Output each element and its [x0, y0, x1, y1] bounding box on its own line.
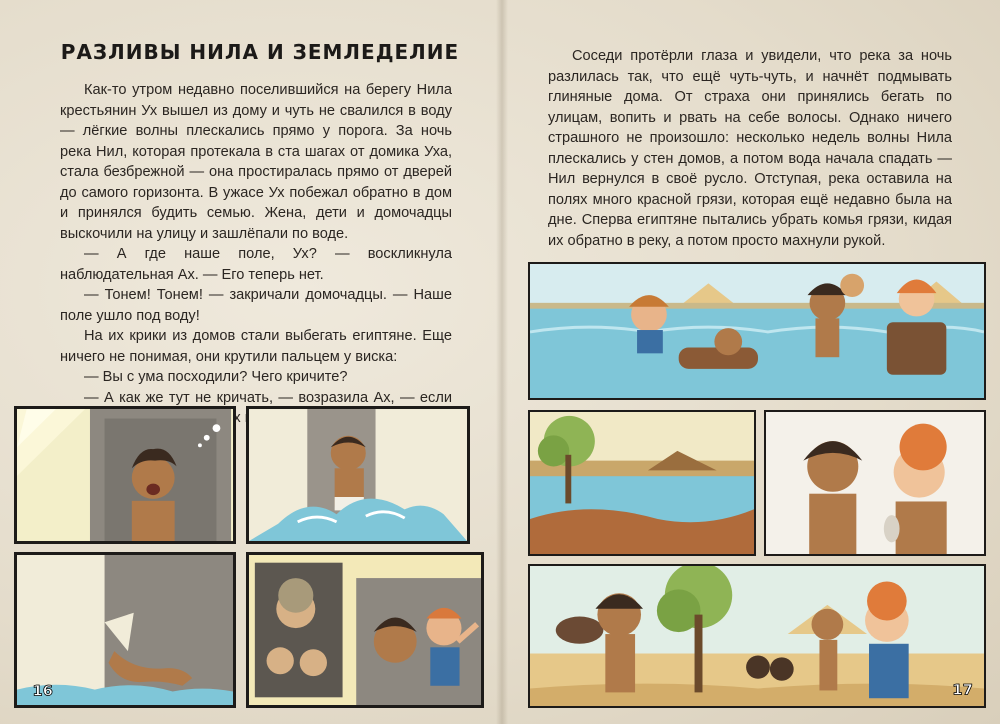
paragraph: — Тонем! Тонем! — закричали домочадцы. — Наше поле ушло под воду!	[60, 287, 452, 324]
paragraph: — А как же тут не кричать, — возразила Ах, — если	[84, 389, 452, 406]
illustration-flood	[530, 264, 984, 398]
comic-panel-leg	[14, 552, 236, 708]
page-number-right: 17	[952, 681, 973, 699]
illustration-family	[249, 555, 481, 705]
paragraph: На их крики из домов стали выбегать египтяне. Еще ничего не понимая, они крутили пальцем у виска:	[60, 328, 452, 365]
illustration-leg	[17, 555, 233, 705]
comic-panel-waking	[14, 406, 236, 544]
comic-panel-landscape	[528, 410, 756, 556]
illustration-conversation	[766, 412, 984, 554]
paragraph: Соседи протёрли глаза и увидели, что река за ночь разлилась так, что ещё чуть-чуть, и начнёт подмывать глиняные дома. От страха они принялись бегать по улицам, вопить и рвать на себе волосы. Однако ничего страшного не произошло: несколько недель волны Нила плескались у стен домов, а потом вода начала спадать — Нил вернулся в своё русло. Отступая, река оставила на полях много красной грязи, которая ещё недавно была на дне. Сперва египтяне пытались убрать комья грязи, кидая их обратно в реку, а потом просто махнули рукой.	[548, 48, 952, 249]
comic-panel-family	[246, 552, 484, 708]
paragraph: — Вы с ума посходили? Чего кричите?	[84, 369, 348, 385]
left-page-text	[60, 80, 452, 429]
paragraph: — А где наше поле, Ух? — воскликнула наблюдательная Ах. — Его теперь нет.	[60, 246, 452, 283]
right-page-text	[548, 46, 952, 251]
comic-panel-splash	[246, 406, 470, 544]
illustration-landscape	[530, 412, 754, 554]
comic-panel-mud	[528, 564, 986, 708]
comic-panel-flood	[528, 262, 986, 400]
illustration-splash	[249, 409, 467, 541]
page-gutter	[496, 0, 508, 724]
illustration-waking	[17, 409, 233, 541]
paragraph: Как-то утром недавно поселившийся на берегу Нила крестьянин Ух вышел из дому и чуть не свалился в воду — лёгкие волны плескались прямо у порога. За ночь река Нил, которая протекала в ста шагах от домика Уха, стала безбрежной — она простиралась прямо от дверей до самого горизонта. В ужасе Ух побежал обратно в дом и принялся будить семью. Жена, дети и домочадцы выскочили на улицу и зашлёпали по воде.	[60, 82, 452, 242]
comic-panel-conversation	[764, 410, 986, 556]
chapter-title: РАЗЛИВЫ НИЛА И ЗЕМЛЕДЕЛИЕ	[60, 40, 460, 64]
page-number-left: 16	[32, 683, 53, 700]
illustration-mud	[530, 566, 984, 706]
